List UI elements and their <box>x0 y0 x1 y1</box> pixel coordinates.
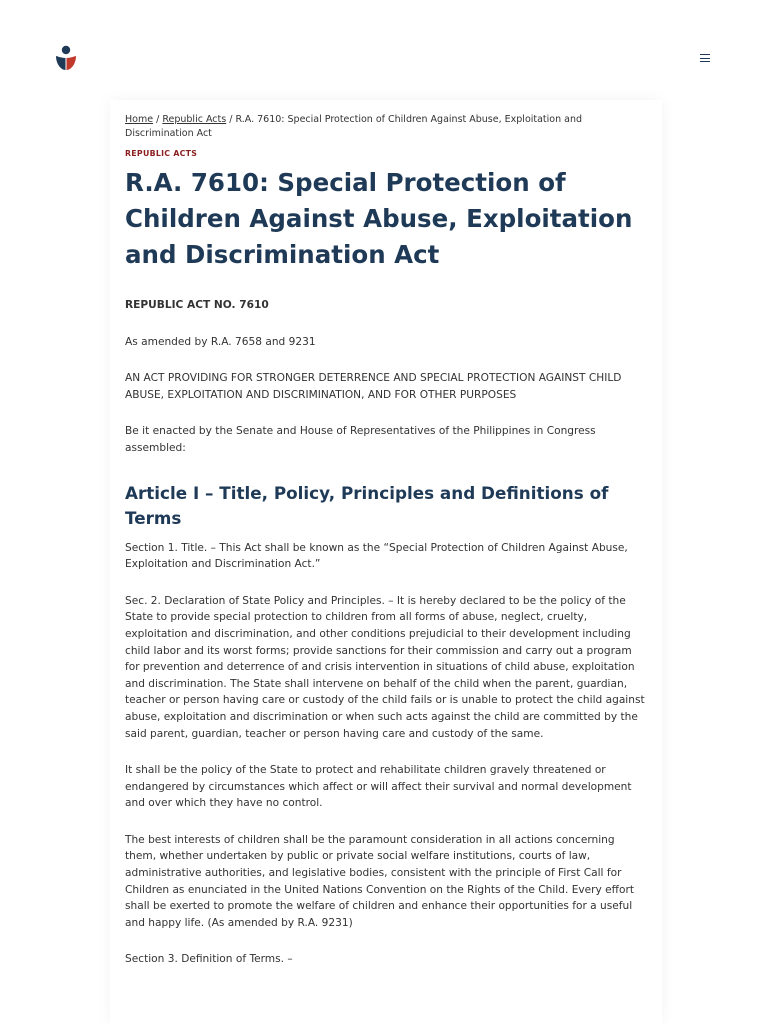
section-1: Section 1. Title. – This Act shall be known as the “Special Protection of Children Against Abuse, Exploitation and Discrimination Act.” <box>125 541 628 571</box>
breadcrumb-current: R.A. 7610: Special Protection of Children Against Abuse, Exploitation and Discrimination Act <box>125 114 583 139</box>
act-long-title: AN ACT PROVIDING FOR STRONGER DETERRENCE AND SPECIAL PROTECTION AGAINST CHILD ABUSE, EXPLOITATION AND DISCRIMINATION, AND FOR OTHER PURPOSES <box>125 372 622 401</box>
category-link[interactable]: REPUBLIC ACTS <box>125 149 198 158</box>
hamburger-menu-icon[interactable] <box>696 50 714 66</box>
organization-logo-icon[interactable] <box>53 44 79 72</box>
best-interests-paragraph: The best interests of children shall be the paramount consideration in all actions concerning them, whether undertaken by public or private social welfare institutions, courts of law, administrative authorities, and legislative bodies, consistent with the principle of First Call for Children as enunciated in the United Nations Convention on the Rights of the Child. Every effort shall be exerted to promote the welfare of children and enhance their opportunities for a useful and happy life. (As amended by R.A. 9231) <box>125 833 634 929</box>
breadcrumb-separator: / <box>156 114 160 125</box>
enacting-clause: Be it enacted by the Senate and House of Representatives of the Philippines in Congress assembled: <box>125 425 596 454</box>
section-3: Section 3. Definition of Terms. – <box>125 953 293 966</box>
menu-bar-bottom <box>700 61 710 62</box>
article <box>125 113 647 968</box>
article-heading: Article I – Title, Policy, Principles and Definitions of Terms <box>125 482 609 528</box>
breadcrumb-home-link[interactable]: Home <box>125 114 154 125</box>
breadcrumb-republic-acts-link[interactable]: Republic Acts <box>162 114 227 125</box>
page-title: R.A. 7610: Special Protection of Children Against Abuse, Exploitation and Discrimination Act <box>125 168 633 269</box>
breadcrumb-separator: / <box>229 114 233 125</box>
section-2: Sec. 2. Declaration of State Policy and Principles. – It is hereby declared to be the policy of the State to provide special protection to children from all forms of abuse, neglect, cruelty, exploitation and discrimination, and other conditions prejudicial to their development including child labor and its worst forms; provide sanctions for their commission and carry out a program for prevention and deterrence of and crisis intervention in situations of child abuse, exploitation and discrimination. The State shall intervene on behalf of the child when the parent, guardian, teacher or person having care or custody of the child fails or is unable to protect the child against abuse, exploitation and discrimination or when such acts against the child are committed by the said parent, guardian, teacher or person having care and custody of the same. <box>125 594 645 740</box>
menu-bar-top <box>700 54 710 55</box>
menu-bar-middle <box>700 58 710 59</box>
amended-note: As amended by R.A. 7658 and 9231 <box>125 335 316 348</box>
policy-paragraph: It shall be the policy of the State to protect and rehabilitate children gravely threatened or endangered by circumstances which affect or will affect their survival and normal development and over which they have no control. <box>125 764 632 810</box>
site-header <box>0 0 768 110</box>
breadcrumb <box>125 113 647 141</box>
act-number: REPUBLIC ACT NO. 7610 <box>125 299 269 311</box>
